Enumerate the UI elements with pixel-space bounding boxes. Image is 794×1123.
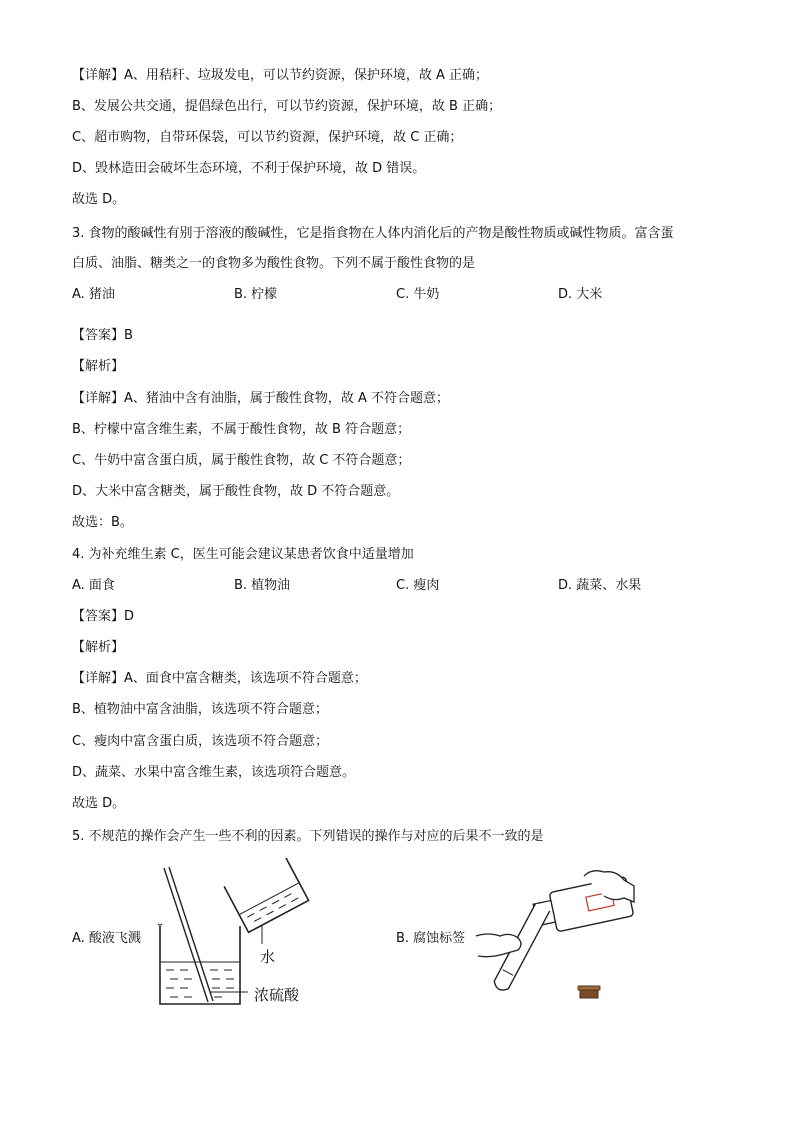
q3-detail-a: 【详解】A、猪油中含有油脂，属于酸性食物，故 A 不符合题意； (72, 391, 450, 406)
q4-detail-a: 【详解】A、面食中富含糖类，该选项不符合题意； (72, 671, 367, 686)
q4-option-b: B. 植物油 (234, 578, 291, 593)
water-label: 水 (260, 948, 276, 966)
q4-option-c: C. 瘦肉 (396, 578, 440, 593)
q2-detail-d: D、毁林造田会破坏生态环境，不利于保护环境，故 D 错误。 (72, 161, 426, 176)
q4-stem: 4. 为补充维生素 C，医生可能会建议某患者饮食中适量增加 (72, 547, 414, 562)
q4-option-d: D. 蔬菜、水果 (558, 578, 642, 593)
q4-detail-d: D、蔬菜、水果中富含维生素，该选项符合题意。 (72, 765, 356, 780)
q4-option-a: A. 面食 (72, 578, 115, 593)
q3-option-d: D. 大米 (558, 287, 603, 302)
acid-dilution-figure (150, 858, 320, 1010)
q5-stem: 5. 不规范的操作会产生一些不利的因素。下列错误的操作与对应的后果不一致的是 (72, 829, 544, 844)
q3-option-b: B. 柠檬 (234, 287, 278, 302)
q5-option-b-label: B. 腐蚀标签 (396, 931, 466, 946)
q3-answer: 【答案】B (72, 328, 133, 343)
label-corrosion-figure (474, 862, 644, 1008)
q3-detail-d: D、大米中富含糖类，属于酸性食物，故 D 不符合题意。 (72, 484, 400, 499)
q2-detail-a: 【详解】A、用秸秆、垃圾发电，可以节约资源，保护环境，故 A 正确； (72, 68, 489, 83)
q4-choice: 故选 D。 (72, 796, 126, 811)
q4-answer: 【答案】D (72, 609, 135, 624)
q3-option-c: C. 牛奶 (396, 287, 440, 302)
q3-stem-line1: 3. 食物的酸碱性有别于溶液的酸碱性，它是指食物在人体内消化后的产物是酸性物质或碱性物质。富含蛋 (72, 226, 674, 241)
q3-detail-c: C、牛奶中富含蛋白质，属于酸性食物，故 C 不符合题意； (72, 453, 411, 468)
q2-detail-c: C、超市购物，自带环保袋，可以节约资源，保护环境，故 C 正确； (72, 130, 463, 145)
q2-detail-b: B、发展公共交通，提倡绿色出行，可以节约资源，保护环境，故 B 正确； (72, 99, 502, 114)
q3-detail-b: B、柠檬中富含维生素，不属于酸性食物，故 B 符合题意； (72, 422, 411, 437)
q4-detail-b: B、植物油中富含油脂，该选项不符合题意； (72, 702, 328, 717)
q2-choice: 故选 D。 (72, 192, 126, 207)
q3-choice: 故选：B。 (72, 515, 133, 530)
q4-analysis: 【解析】 (72, 640, 125, 655)
conc-sulfuric-acid-label: 浓硫酸 (254, 986, 300, 1004)
q5-option-a-label: A. 酸液飞溅 (72, 931, 141, 946)
q3-option-a: A. 猪油 (72, 287, 115, 302)
q3-analysis: 【解析】 (72, 359, 125, 374)
q3-stem-line2: 白质、油脂、糖类之一的食物多为酸性食物。下列不属于酸性食物的是 (72, 256, 476, 271)
q4-detail-c: C、瘦肉中富含蛋白质，该选项不符合题意； (72, 734, 329, 749)
